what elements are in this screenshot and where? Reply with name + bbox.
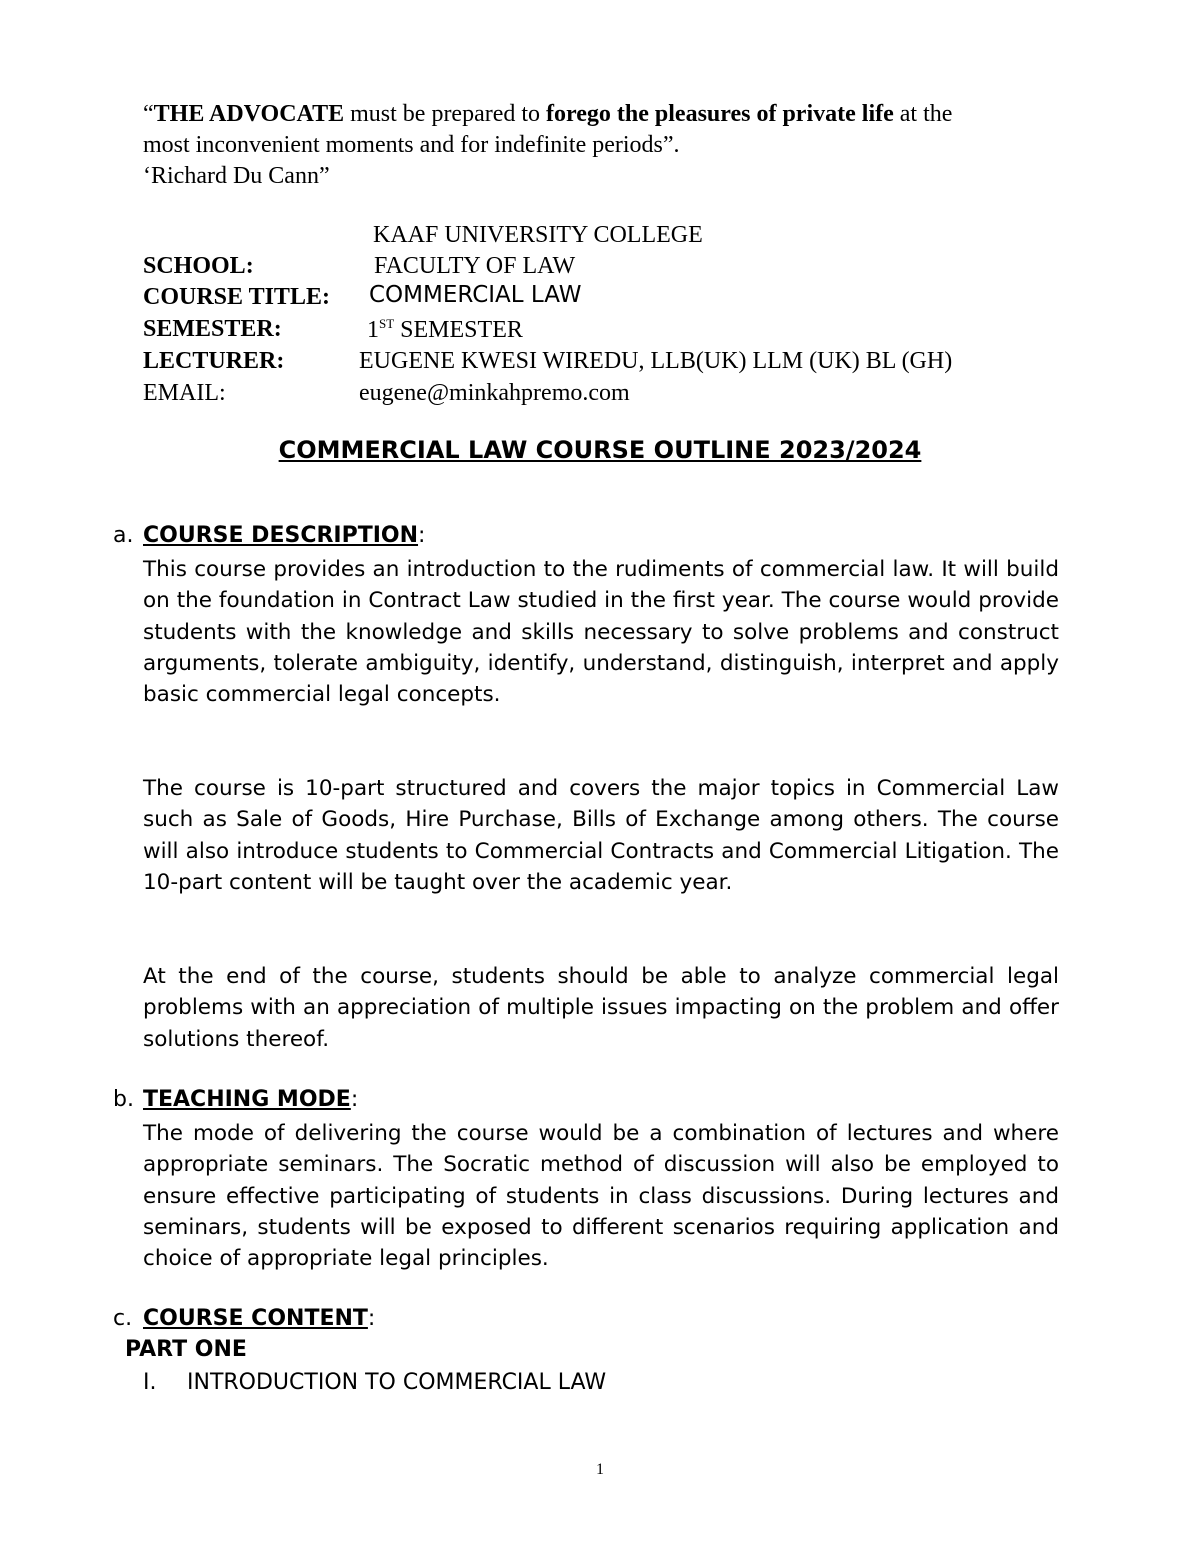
semester-value: [367, 316, 523, 344]
paragraph: At the end of the course, students should be able to analyze commercial legal problems with an appreciation of multiple issues impacting on the problem and offer solutions thereof.: [143, 964, 1059, 1052]
semester-superscript: ST: [379, 316, 395, 331]
email-value: eugene@minkahpremo.com: [359, 380, 630, 406]
quote-bold-1: THE ADVOCATE: [153, 101, 345, 127]
quote-author: ‘Richard Du Cann”: [143, 163, 330, 189]
semester-number: 1: [367, 317, 379, 343]
school-value: FACULTY OF LAW: [374, 253, 576, 279]
list-item-text: INTRODUCTION TO COMMERCIAL LAW: [187, 1370, 607, 1395]
quote-line-2: most inconvenient moments and for indefinite periods”.: [143, 132, 680, 158]
section-letter: a.: [113, 523, 134, 548]
school-label: SCHOOL:: [143, 253, 254, 279]
page-number: 1: [596, 1461, 604, 1478]
section-title: COURSE DESCRIPTION: [143, 523, 419, 548]
section-colon: :: [367, 1306, 376, 1331]
quote-bold-2: forego the pleasures of private life: [546, 101, 894, 127]
quote-line-1: [143, 99, 1063, 130]
quote-text-4: at the: [893, 101, 953, 127]
email-label: EMAIL:: [143, 380, 226, 406]
paragraph: This course provides an introduction to the rudiments of commercial law. It will build on the foundation in Contract Law studied in the first year. The course would provide students with the knowledge and skills necessary to solve problems and construct arguments, tolerate ambiguity, identify, understand, distinguish, interpret and apply basic commercial legal concepts.: [143, 557, 1059, 708]
list-item: [143, 1370, 606, 1395]
section-title: TEACHING MODE: [143, 1087, 351, 1112]
semester-word: SEMESTER: [394, 317, 523, 343]
section-letter: c.: [113, 1306, 133, 1331]
part-label: PART ONE: [125, 1337, 247, 1362]
lecturer-value: EUGENE KWESI WIREDU, LLB(UK) LLM (UK) BL (GH): [359, 348, 953, 374]
quote-text-2: must be prepared to: [344, 101, 547, 127]
document-title: COMMERCIAL LAW COURSE OUTLINE 2023/2024: [278, 436, 922, 464]
paragraph: The mode of delivering the course would be a combination of lectures and where appropriate seminars. The Socratic method of discussion will also be employed to ensure effective participating of students in class discussions. During lectures and seminars, students will be exposed to different scenarios requiring application and choice of appropriate legal principles.: [143, 1121, 1059, 1272]
course-title-label: COURSE TITLE:: [143, 284, 330, 310]
section-title: COURSE CONTENT: [143, 1306, 368, 1331]
section-heading-course-description: [113, 523, 425, 548]
section-colon: :: [418, 523, 426, 548]
college-name: KAAF UNIVERSITY COLLEGE: [373, 222, 703, 248]
section-heading-course-content: [113, 1306, 375, 1331]
semester-label: SEMESTER:: [143, 316, 282, 342]
section-heading-teaching-mode: [113, 1087, 358, 1112]
list-item-number: I.: [143, 1370, 157, 1395]
course-title-value: COMMERCIAL LAW: [369, 282, 582, 308]
quote-open-mark: “: [143, 101, 154, 127]
lecturer-label: LECTURER:: [143, 348, 285, 374]
section-colon: :: [350, 1087, 359, 1112]
paragraph: The course is 10-part structured and covers the major topics in Commercial Law such as Sale of Goods, Hire Purchase, Bills of Exchange among others. The course will also introduce students to Commercial Contracts and Commercial Litigation. The 10-part content will be taught over the academic year.: [143, 776, 1059, 895]
epigraph-quote: [143, 99, 1063, 192]
section-letter: b.: [113, 1087, 134, 1112]
